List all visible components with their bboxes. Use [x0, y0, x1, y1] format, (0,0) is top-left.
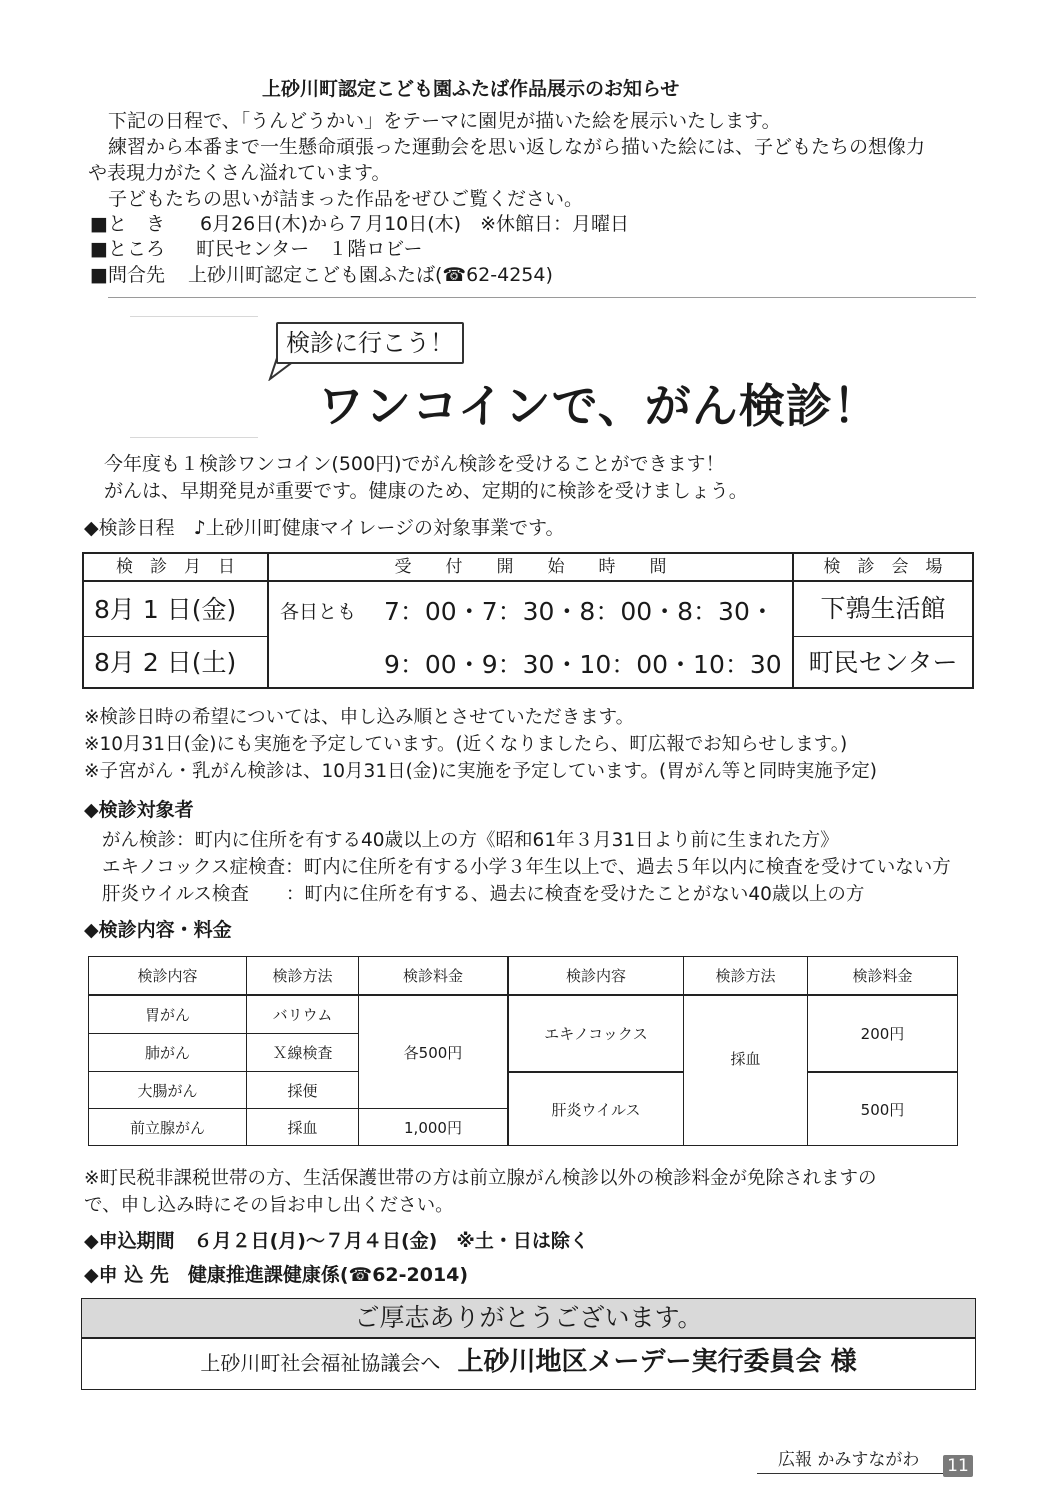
target-heading: ◆検診対象者 — [84, 799, 194, 821]
target-cancer: がん検診：町内に住所を有する40歳以上の方《昭和61年３月31日より前に生まれた方》 — [102, 830, 839, 851]
footer-underline — [757, 1473, 943, 1474]
target-hepatitis: 肝炎ウイルス検査 ：町内に住所を有する、過去に検査を受けたことがない40歳以上の方 — [102, 884, 865, 905]
fee-row-divider — [89, 1108, 358, 1109]
fee-row-divider — [89, 1071, 358, 1072]
section-divider — [108, 297, 976, 298]
fee-header-fee-right: 検診料金 — [852, 967, 913, 985]
fee-item-stomach: 胃がん — [144, 1006, 190, 1024]
fee-table — [88, 956, 958, 1146]
target-echinococcus: エキノコックス症検査：町内に住所を有する小学３年生以上で、過去５年以内に検査を受けていない方 — [102, 857, 951, 878]
fee-row-divider — [358, 1108, 507, 1109]
exhibit-line-4: 子どもたちの思いが詰まった作品をぜひご覧ください。 — [108, 188, 584, 210]
schedule-venue-1: 下鶉生活館 — [820, 594, 946, 623]
fee-method-stomach: バリウム — [272, 1006, 333, 1024]
fee-amount-hepatitis: 500円 — [860, 1101, 905, 1119]
fee-header-item-left: 検診内容 — [137, 967, 198, 985]
bubble-text: 検診に行こう！ — [286, 329, 454, 357]
thanks-box — [81, 1298, 976, 1390]
schedule-row-divider — [84, 636, 267, 637]
schedule-times-prefix: 各日とも — [280, 601, 357, 623]
decor-line-bottom — [130, 437, 258, 438]
exhibit-title: 上砂川町認定こども園ふたば作品展示のお知らせ — [262, 78, 680, 100]
exhibit-contact-label: ■問合先 — [90, 264, 165, 286]
exhibit-when-value: 6月26日(木)から７月10日(木) ※休館日：月曜日 — [200, 213, 630, 235]
fee-item-colon: 大腸がん — [137, 1082, 198, 1100]
fee-item-hepatitis: 肝炎ウイルス — [551, 1101, 641, 1119]
fee-item-lung: 肺がん — [144, 1044, 190, 1062]
page-number: 11 — [943, 1455, 973, 1477]
fee-row-divider — [89, 1033, 358, 1034]
schedule-row-divider — [792, 636, 972, 637]
exhibit-line-1: 下記の日程で、「うんどうかい」をテーマに園児が描いた絵を展示いたします。 — [108, 110, 781, 132]
exhibit-where-label: ■ところ — [90, 238, 165, 260]
fee-item-prostate: 前立腺がん — [129, 1119, 205, 1137]
schedule-table — [82, 552, 974, 689]
fee-header-method-right: 検診方法 — [715, 967, 776, 985]
schedule-date-1: 8月 1 日(金) — [94, 595, 237, 624]
schedule-header-time: 受 付 開 始 時 間 — [394, 557, 667, 577]
schedule-times-line-1: 7：00・7：30・8：00・8：30・ — [384, 597, 775, 626]
fee-header-item-right: 検診内容 — [565, 967, 626, 985]
exhibit-contact-value: 上砂川町認定こども園ふたば(☎62-4254) — [188, 264, 553, 286]
apply-to: ◆申 込 先 健康推進課健康係(☎62-2014) — [84, 1264, 469, 1286]
fee-amount-echinococcus: 200円 — [860, 1025, 905, 1043]
schedule-times-line-2: 9：00・9：30・10：00・10：30 — [384, 650, 782, 679]
note-2: ※10月31日(金)にも実施を予定しています。(近くなりましたら、町広報でお知らせします。) — [84, 734, 848, 755]
fee-amount-common: 各500円 — [403, 1044, 463, 1062]
schedule-date-2: 8月 2 日(土) — [94, 648, 237, 677]
page-headline: ワンコインで、がん検診！ — [318, 379, 880, 433]
speech-bubble — [276, 322, 464, 364]
fee-method-lung: Ｘ線検査 — [272, 1044, 333, 1062]
exemption-line-1: ※町民税非課税世帯の方、生活保護世帯の方は前立腺がん検診以外の検診料金が免除されますの — [84, 1168, 877, 1189]
fee-row-divider — [808, 1071, 957, 1073]
schedule-venue-2: 町民センター — [808, 648, 958, 677]
thanks-body — [82, 1339, 975, 1389]
schedule-header-venue: 検 診 会 場 — [823, 557, 943, 577]
note-3: ※子宮がん・乳がん検診は、10月31日(金)に実施を予定しています。(胃がん等と同時実施予定) — [84, 761, 877, 782]
fee-method-prostate: 採血 — [287, 1119, 318, 1137]
note-1: ※検診日時の希望については、申し込み順とさせていただきます。 — [84, 707, 635, 728]
fee-method-right: 採血 — [730, 1050, 761, 1068]
apply-period: ◆申込期間 ６月２日(月)～７月４日(金) ※土・日は除く — [84, 1230, 589, 1252]
fee-header-method-left: 検診方法 — [272, 967, 333, 985]
fee-row-divider — [509, 1071, 683, 1073]
fee-header-divider — [89, 994, 957, 996]
schedule-heading: ◆検診日程 ♪上砂川町健康マイレージの対象事業です。 — [84, 517, 565, 539]
thanks-donor: 上砂川地区メーデー実行委員会 様 — [457, 1347, 857, 1377]
exhibit-when-label: ■と き — [90, 213, 165, 235]
exhibit-line-2: 練習から本番まで一生懸命頑張った運動会を思い返しながら描いた絵には、子どもたちの想像力 — [108, 136, 926, 158]
exhibit-line-3: や表現力がたくさん溢れています。 — [88, 162, 391, 184]
footer-publication: 広報 かみすながわ — [778, 1450, 920, 1470]
decor-line-top — [130, 316, 258, 317]
intro-line-1: 今年度も１検診ワンコイン(500円)でがん検診を受けることができます！ — [104, 453, 725, 475]
intro-line-2: がんは、早期発見が重要です。健康のため、定期的に検診を受けましょう。 — [104, 480, 748, 502]
fee-item-echinococcus: エキノコックス — [544, 1025, 648, 1043]
exhibit-where-value: 町民センター １階ロビー — [196, 238, 423, 260]
schedule-header-date: 検 診 月 日 — [116, 557, 235, 577]
exemption-line-2: で、申し込み時にその旨お申し出ください。 — [84, 1195, 454, 1216]
thanks-heading: ご厚志ありがとうございます。 — [82, 1299, 975, 1339]
thanks-prefix: 上砂川町社会福祉協議会へ — [200, 1351, 441, 1375]
fee-amount-prostate: 1,000円 — [404, 1119, 462, 1137]
fee-header-fee-left: 検診料金 — [402, 967, 463, 985]
fee-heading: ◆検診内容・料金 — [84, 919, 232, 941]
schedule-header-divider — [84, 580, 972, 582]
fee-method-colon: 採便 — [287, 1082, 318, 1100]
